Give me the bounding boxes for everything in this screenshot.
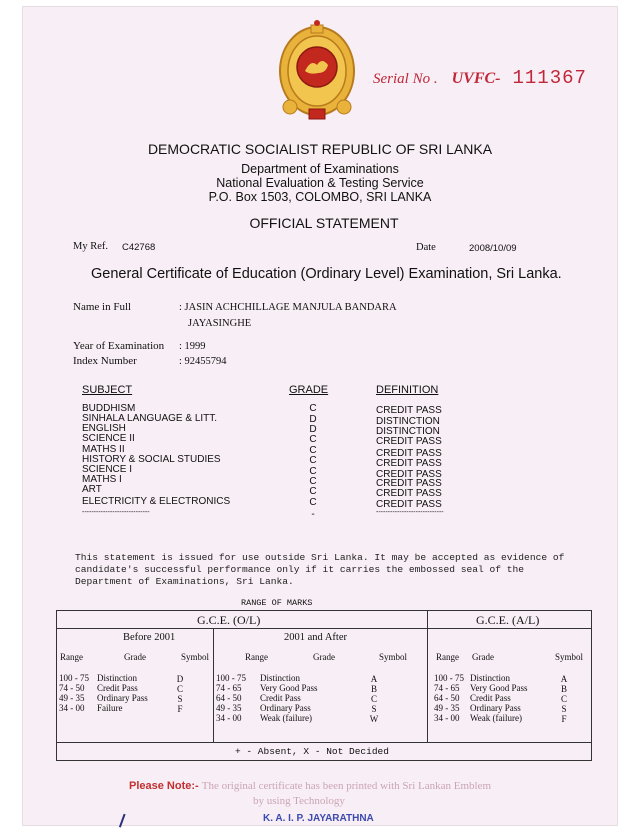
col-grade: Grade <box>472 652 494 662</box>
year-label: Year of Examination <box>73 340 165 352</box>
definition-cell: CREDIT PASS <box>376 469 442 480</box>
serial-label: Serial No . <box>373 71 438 87</box>
exam-title: General Certificate of Education (Ordinary Level) Examination, Sri Lanka. <box>91 266 562 282</box>
please-note-label: Please Note:- <box>129 780 199 792</box>
al-title: G.C.E. (A/L) <box>476 613 540 627</box>
range-of-marks-title: RANGE OF MARKS <box>241 598 313 608</box>
grade-header: GRADE <box>289 384 329 396</box>
signature-stroke-icon <box>119 814 133 830</box>
grade-cell: C <box>309 476 317 487</box>
col-symbol: Symbol <box>181 652 210 662</box>
grade-cell: C <box>309 434 317 445</box>
definition-cell: DISTINCTION <box>376 426 440 437</box>
name-line-2: JAYASINGHE <box>188 318 252 329</box>
grade-cell: C <box>309 403 317 414</box>
al-symbols: A B C S F <box>560 674 568 724</box>
subject-cell: ENGLISH <box>82 423 126 434</box>
ref-label: My Ref. <box>73 241 108 252</box>
definition-end-line: ----------------------------- <box>376 509 444 516</box>
grade-cell: D <box>309 424 317 435</box>
subject-cell: SCIENCE I <box>82 464 133 475</box>
grade-end-mark: - <box>311 509 315 520</box>
subject-header: SUBJECT <box>82 384 133 396</box>
date-label: Date <box>416 242 436 253</box>
serial-prefix: UVFC- <box>451 70 501 87</box>
address: P.O. Box 1503, COLOMBO, SRI LANKA <box>208 190 432 204</box>
subject-cell: HISTORY & SOCIAL STUDIES <box>82 454 221 465</box>
serial-value: 111367 <box>512 67 587 89</box>
subject-end-line: ----------------------------- <box>82 509 150 516</box>
date-value: 2008/10/09 <box>469 243 517 254</box>
subject-cell: MATHS I <box>82 474 122 485</box>
definition-cell: CREDIT PASS <box>376 436 442 447</box>
year-value: : 1999 <box>179 341 206 352</box>
range-footnote: + - Absent, X - Not Decided <box>235 746 389 757</box>
definition-cell: CREDIT PASS <box>376 478 442 489</box>
col-range: Range <box>245 652 268 662</box>
department-name: Department of Examinations <box>241 162 399 176</box>
after-grades: Distinction Very Good Pass Credit Pass Ordinary Pass Weak (failure) <box>260 673 318 723</box>
al-grades: Distinction Very Good Pass Credit Pass Ordinary Pass Weak (failure) <box>470 673 528 723</box>
name-label: Name in Full <box>73 301 132 313</box>
grade-cell: C <box>309 455 317 466</box>
al-ranges: 100 - 75 74 - 65 64 - 50 49 - 35 34 - 00 <box>434 673 464 723</box>
ol-al-divider <box>427 611 428 742</box>
before-grades: Distinction Credit Pass Ordinary Pass Failure <box>97 673 148 713</box>
grade-cell: C <box>309 445 317 456</box>
definition-header: DEFINITION <box>376 384 439 396</box>
definition-cell: CREDIT PASS <box>376 499 442 510</box>
subject-cell: SINHALA LANGUAGE & LITT. <box>82 413 218 424</box>
serial-number <box>373 67 587 89</box>
after-ranges: 100 - 75 74 - 65 64 - 50 49 - 35 34 - 00 <box>216 673 246 723</box>
col-grade: Grade <box>313 652 335 662</box>
grade-cell: C <box>309 497 317 508</box>
definition-cell: CREDIT PASS <box>376 488 442 499</box>
document-title: OFFICIAL STATEMENT <box>249 215 399 231</box>
col-symbol: Symbol <box>555 652 584 662</box>
after-2001-title: 2001 and After <box>284 632 347 643</box>
before-after-divider <box>213 629 214 742</box>
col-symbol: Symbol <box>379 652 408 662</box>
subject-cell: ELECTRICITY & ELECTRONICS <box>82 496 231 507</box>
before-symbols: D C S F <box>176 674 184 714</box>
definition-cell: CREDIT PASS <box>376 448 442 459</box>
please-note-line-2: by using Technology <box>253 795 345 807</box>
definition-cell: CREDIT PASS <box>376 405 442 416</box>
footer-divider <box>57 742 591 743</box>
definition-cell: DISTINCTION <box>376 416 440 427</box>
definition-cell: CREDIT PASS <box>376 458 442 469</box>
statement-text: This statement is issued for use outside Sri Lanka. It may be accepted as evidence of candidate's successful performance only if it carries the embossed seal of the Department of Examinations, Sri Lanka. <box>75 552 565 587</box>
index-value: : 92455794 <box>179 356 227 367</box>
before-2001-title: Before 2001 <box>123 632 176 643</box>
col-range: Range <box>436 652 459 662</box>
index-label: Index Number <box>73 355 137 367</box>
after-symbols: A B C S W <box>369 674 379 724</box>
signatory-name: K. A. I. P. JAYARATHNA <box>263 813 374 824</box>
subject-cell: SCIENCE II <box>82 433 135 444</box>
certificate-page <box>22 6 618 826</box>
country-heading: DEMOCRATIC SOCIALIST REPUBLIC OF SRI LANKA <box>147 141 493 157</box>
subject-cell: MATHS II <box>82 444 125 455</box>
subject-cell: BUDDHISM <box>82 403 136 414</box>
ol-title: G.C.E. (O/L) <box>197 613 261 627</box>
grade-cell: C <box>309 466 317 477</box>
please-note-line-1: The original certificate has been printed with Sri Lankan Emblem <box>201 780 492 792</box>
subject-cell: ART <box>82 484 102 495</box>
col-range: Range <box>60 652 83 662</box>
before-ranges: 100 - 75 74 - 50 49 - 35 34 - 00 <box>59 673 89 713</box>
title-divider <box>57 628 591 629</box>
grade-cell: D <box>309 414 317 425</box>
ref-value: C42768 <box>122 242 156 253</box>
service-name: National Evaluation & Testing Service <box>216 176 424 190</box>
please-note <box>129 780 491 792</box>
grade-cell: C <box>309 486 317 497</box>
name-line-1: : JASIN ACHCHILLAGE MANJULA BANDARA <box>179 302 397 313</box>
range-of-marks-table <box>56 610 592 761</box>
sri-lanka-emblem-icon <box>276 19 358 127</box>
col-grade: Grade <box>124 652 146 662</box>
